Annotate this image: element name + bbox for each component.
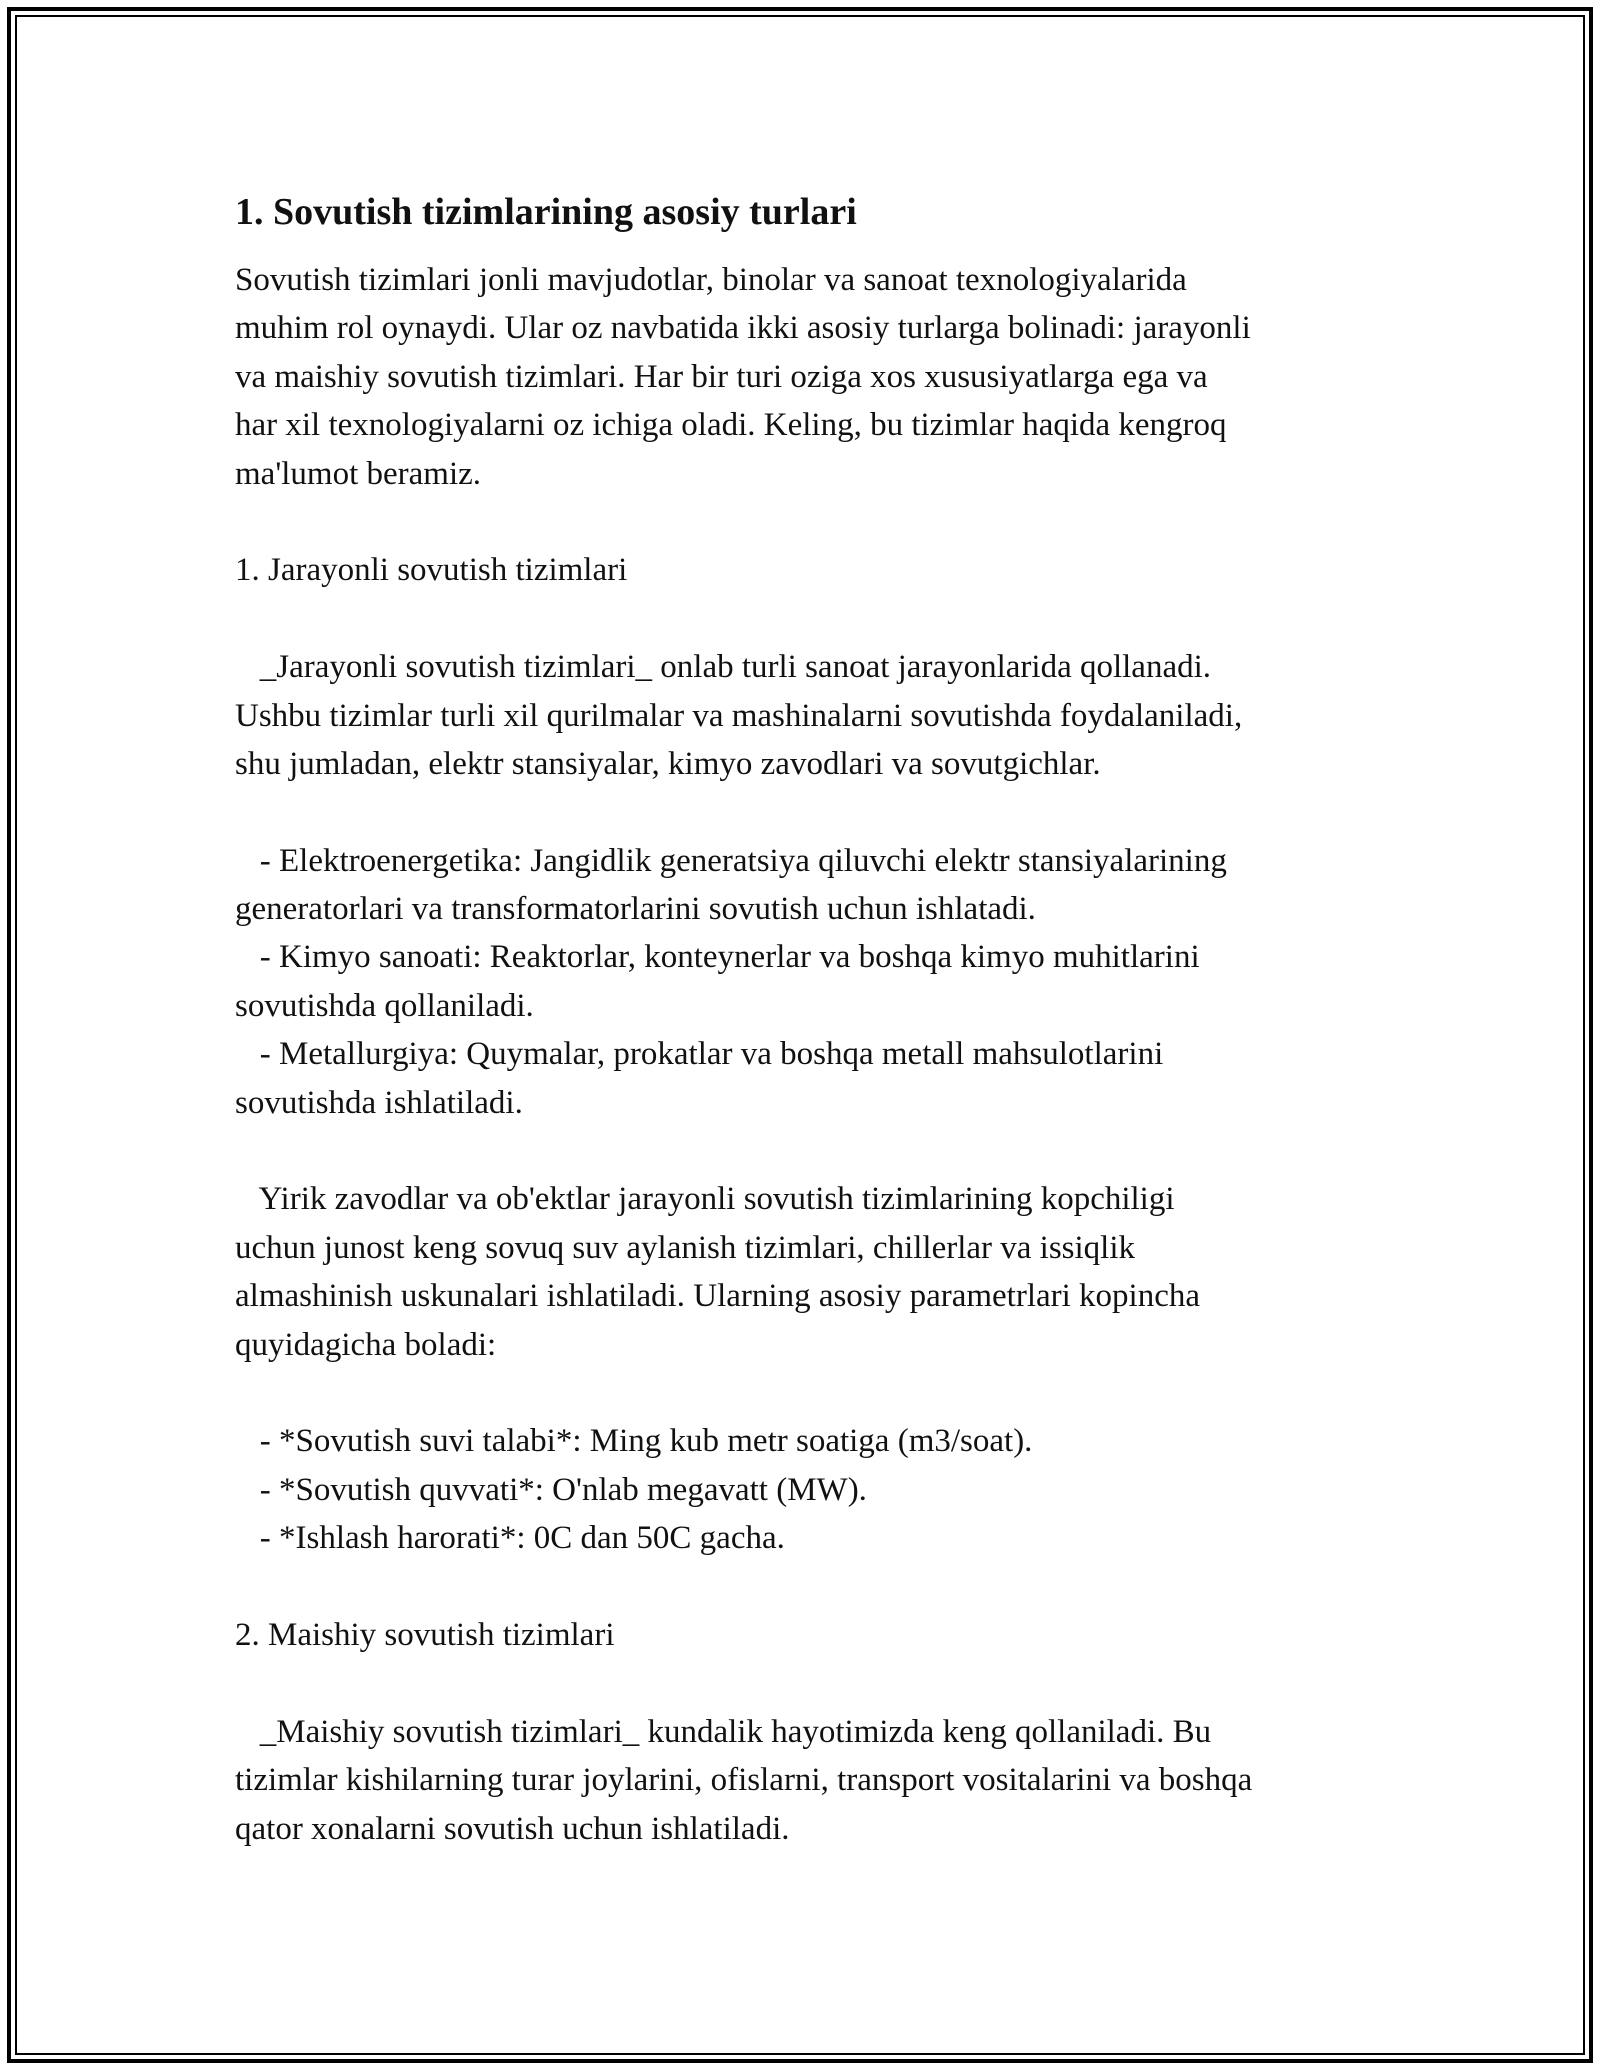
text-line: har xil texnologiyalarni oz ichiga oladi. Keling, bu tizimlar haqida kengroq — [235, 407, 1227, 444]
blank-line — [235, 1659, 1375, 1707]
text-line: - *Sovutish quvvati*: O'nlab megavatt (MW). — [235, 1471, 867, 1508]
text-line: va maishiy sovutish tizimlari. Har bir turi oziga xos xususiyatlarga ega va — [235, 358, 1208, 395]
document-body — [235, 186, 1375, 1853]
blank-line — [235, 1369, 1375, 1417]
text-line: muhim rol oynaydi. Ular oz navbatida ikki asosiy turlarga bolinadi: jarayonli — [235, 310, 1251, 347]
text-line: Ushbu tizimlar turli xil qurilmalar va mashinalarni sovutishda foydalaniladi, — [235, 697, 1243, 734]
document-text — [235, 256, 1375, 1853]
text-line: - *Sovutish suvi talabi*: Ming kub metr soatiga (m3/soat). — [235, 1423, 1033, 1460]
text-line: - Metallurgiya: Quymalar, prokatlar va boshqa metall mahsulotlarini — [235, 1036, 1164, 1073]
text-line: - *Ishlash harorati*: 0C dan 50C gacha. — [235, 1520, 785, 1557]
text-line: almashinish uskunalari ishlatiladi. Ularning asosiy parametrlari kopincha — [235, 1278, 1201, 1315]
text-line: _Maishiy sovutish tizimlari_ kundalik hayotimizda keng qollaniladi. Bu — [235, 1713, 1212, 1750]
text-line: Yirik zavodlar va ob'ektlar jarayonli sovutish tizimlarining kopchiligi — [235, 1181, 1175, 1218]
text-line: quyidagicha boladi: — [235, 1326, 497, 1363]
blank-line — [235, 1563, 1375, 1611]
text-line: Sovutish tizimlari jonli mavjudotlar, binolar va sanoat texnologiyalarida — [235, 262, 1187, 298]
text-line: sovutishda qollaniladi. — [235, 987, 534, 1024]
text-line: _Jarayonli sovutish tizimlari_ onlab turli sanoat jarayonlarida qollanadi. — [235, 649, 1212, 686]
text-line: ma'lumot beramiz. — [235, 455, 482, 492]
text-line: 1. Jarayonli sovutish tizimlari — [235, 552, 628, 589]
text-line: qator xonalarni sovutish uchun ishlatiladi. — [235, 1810, 790, 1847]
blank-line — [235, 498, 1375, 546]
text-line: generatorlari va transformatorlarini sovutish uchun ishlatadi. — [235, 891, 1036, 928]
blank-line — [235, 595, 1375, 643]
blank-line — [235, 1127, 1375, 1175]
document-title: 1. Sovutish tizimlarining asosiy turlari — [235, 191, 857, 233]
blank-line — [235, 788, 1375, 836]
text-line: tizimlar kishilarning turar joylarini, ofislarni, transport vositalarini va boshqa — [235, 1762, 1253, 1799]
text-line: 2. Maishiy sovutish tizimlari — [235, 1616, 615, 1653]
text-line: sovutishda ishlatiladi. — [235, 1084, 523, 1121]
text-line: shu jumladan, elektr stansiyalar, kimyo zavodlari va sovutgichlar. — [235, 745, 1101, 782]
text-line: uchun junost keng sovuq suv aylanish tizimlari, chillerlar va issiqlik — [235, 1229, 1136, 1266]
text-line: - Kimyo sanoati: Reaktorlar, konteynerlar va boshqa kimyo muhitlarini — [235, 939, 1200, 976]
text-line: - Elektroenergetika: Jangidlik generatsiya qiluvchi elektr stansiyalarining — [235, 842, 1227, 879]
